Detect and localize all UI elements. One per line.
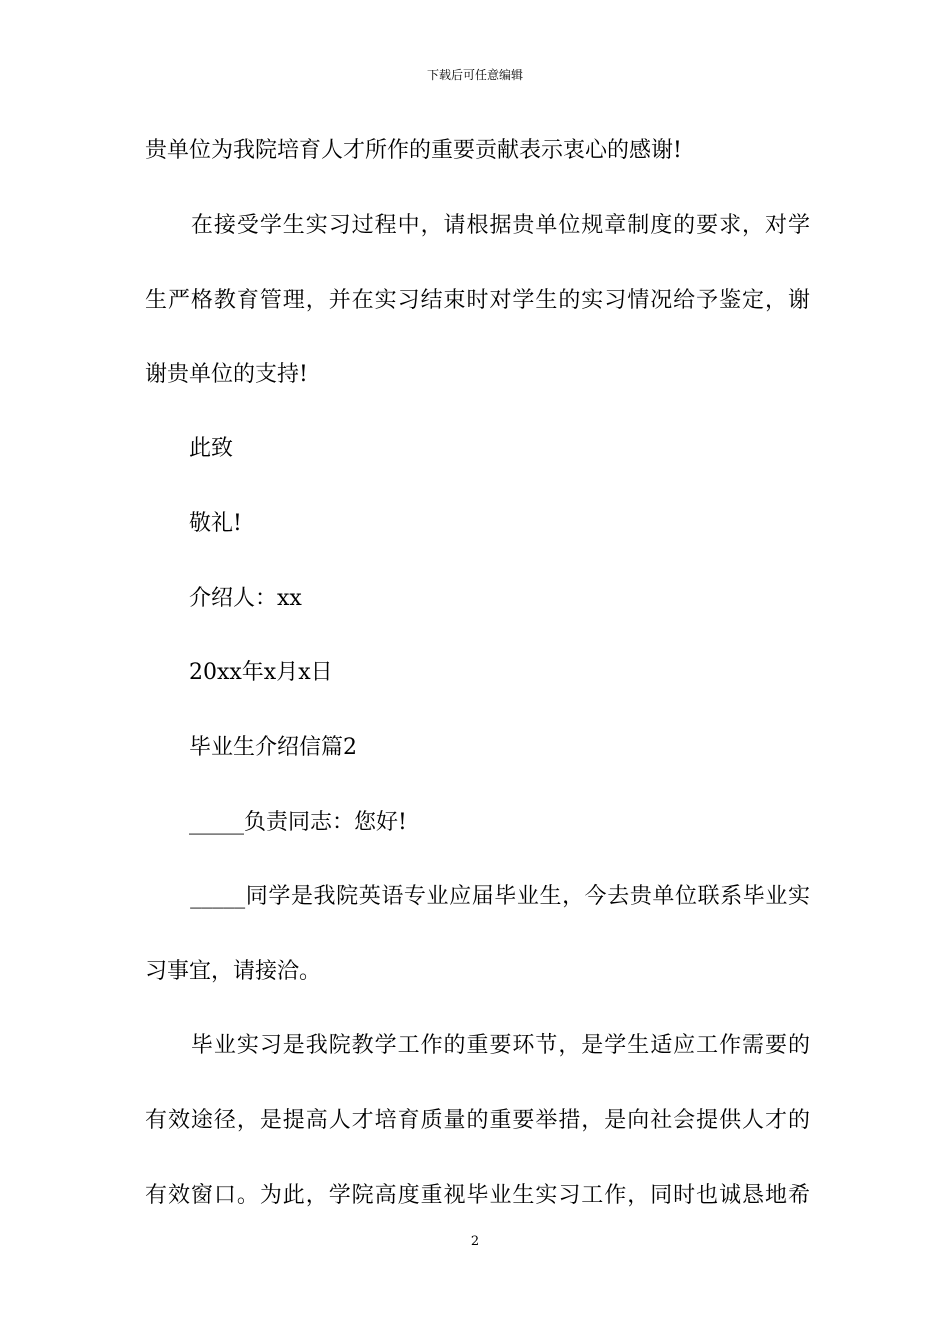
body-line-3: 生严格教育管理，并在实习结束时对学生的实习情况给予鉴定，谢 xyxy=(145,288,810,313)
greeting-line: _____负责同志：您好! xyxy=(145,810,407,835)
body-line-12: 习事宜，请接洽。 xyxy=(145,959,322,984)
date-line: 20xx年x月x日 xyxy=(145,660,333,685)
body-line-1: 贵单位为我院培育人才所作的重要贡献表示衷心的感谢! xyxy=(145,138,682,163)
introducer-line: 介绍人：xx xyxy=(145,586,302,611)
body-line-14: 有效途径，是提高人才培育质量的重要举措，是向社会提供人才的 xyxy=(145,1108,810,1133)
body-line-11: _____同学是我院英语专业应届毕业生，今去贵单位联系毕业实 xyxy=(145,884,810,909)
page-number: 2 xyxy=(470,1234,480,1249)
section-title: 毕业生介绍信篇2 xyxy=(145,735,357,760)
body-line-2: 在接受学生实习过程中，请根据贵单位规章制度的要求，对学 xyxy=(145,213,810,238)
page-header: 下载后可任意编辑 xyxy=(426,68,523,82)
closing-salutation: 此致 xyxy=(145,436,234,461)
body-line-15: 有效窗口。为此，学院高度重视毕业生实习工作，同时也诚恳地希 xyxy=(145,1183,810,1208)
body-line-13: 毕业实习是我院教学工作的重要环节，是学生适应工作需要的 xyxy=(145,1033,810,1058)
body-line-4: 谢贵单位的支持! xyxy=(145,362,308,387)
closing-regards: 敬礼! xyxy=(145,511,242,536)
